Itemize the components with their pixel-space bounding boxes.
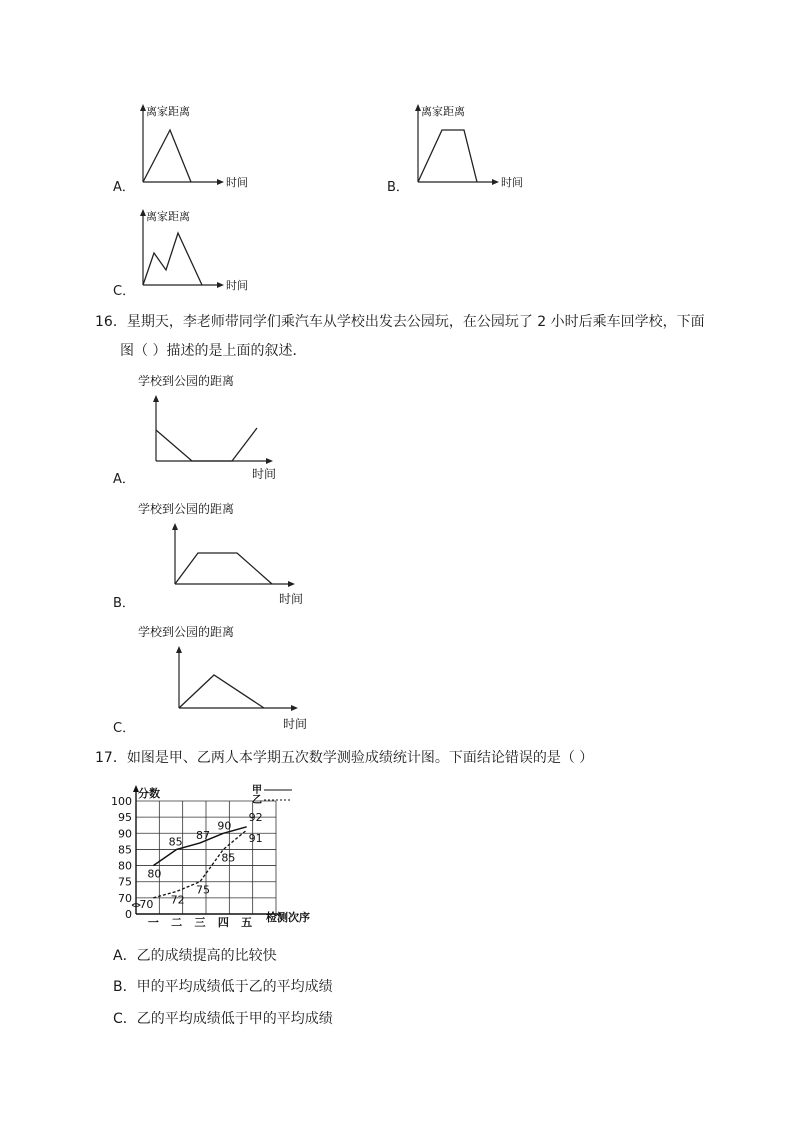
y-axis-label: 离家距离: [421, 105, 465, 118]
y-axis-arrow: [153, 395, 159, 402]
distance-line: [179, 675, 264, 708]
legend-name: 甲: [252, 785, 262, 796]
data-label: 90: [217, 819, 232, 833]
x-tick-labels: [148, 916, 252, 929]
x-tick-label: 五: [241, 916, 253, 929]
legend-name: 乙: [252, 795, 262, 806]
y-axis-label: 离家距离: [146, 105, 190, 118]
x-axis-arrow: [217, 179, 224, 185]
y-axis-arrow: [172, 523, 178, 530]
distance-line: [418, 130, 477, 182]
score-line-chart: [108, 783, 330, 931]
data-label: 70: [139, 897, 154, 911]
x-axis-arrow: [266, 458, 273, 464]
data-label: 92: [248, 810, 263, 824]
x-tick-label: 二: [171, 916, 183, 929]
q16-option-c-label: C．: [113, 721, 136, 736]
q16-stem-line1: 16．星期天，李老师带同学们乘汽车从学校出发去公园玩，在公园玩了 2 小时后乘车回学校，下面: [95, 314, 705, 330]
x-axis-title: 检测次序: [266, 911, 310, 924]
q16-stem-line2: 图（ ）描述的是上面的叙述．: [120, 343, 307, 359]
q17-stem: 17．如图是甲、乙两人本学期五次数学测验成绩统计图。下面结论错误的是（ ）: [95, 750, 594, 766]
q15-option-c-label: C．: [113, 284, 136, 299]
y-axis-label: 学校到公园的距离: [138, 374, 235, 388]
q16-option-b-label: B．: [113, 596, 135, 611]
q16-graph-c: [130, 621, 320, 733]
y-tick-label: 80: [118, 859, 132, 873]
x-axis-arrow: [288, 581, 295, 587]
x-axis-arrow: [217, 282, 224, 288]
y-tick-label: 100: [111, 795, 132, 808]
y-tick-label: 75: [118, 875, 132, 889]
x-axis-label: 时间: [501, 176, 523, 189]
q15-graph-b: [405, 100, 535, 195]
x-tick-label: 三: [194, 916, 206, 929]
x-axis-label: 时间: [226, 176, 248, 189]
x-tick-label: 一: [147, 916, 159, 929]
distance-line: [175, 553, 272, 584]
data-labels: [139, 811, 262, 911]
y-axis-label: 离家距离: [146, 210, 190, 223]
y-axis-arrow: [176, 646, 182, 653]
data-label: 91: [248, 832, 263, 846]
q17-option-b: B．甲的平均成绩低于乙的平均成绩: [113, 979, 333, 995]
data-label: 80: [147, 867, 162, 881]
data-label: 72: [170, 893, 185, 907]
distance-line: [143, 130, 191, 182]
x-axis-arrow: [492, 179, 499, 185]
y-axis-title: 分数: [138, 787, 160, 800]
q15-graph-c: [130, 205, 260, 297]
distance-line: [143, 233, 202, 285]
x-axis-label: 时间: [279, 592, 304, 606]
q15-graph-a: [130, 100, 260, 195]
y-tick-label: 85: [118, 843, 132, 857]
y-tick-label: 90: [118, 827, 132, 841]
data-label: 87: [196, 828, 210, 842]
y-axis-label: 学校到公园的距离: [138, 502, 235, 516]
data-label: 85: [168, 835, 183, 849]
q16-graph-a: [130, 370, 300, 480]
q15-option-b-label: B．: [387, 180, 409, 195]
x-tick-label: 四: [217, 916, 229, 929]
y-tick-label: 0: [125, 908, 132, 921]
data-label: 85: [221, 851, 236, 865]
x-axis-label: 时间: [226, 279, 248, 292]
y-tick-label: 70: [118, 891, 132, 905]
chart-legend: [252, 784, 292, 806]
x-axis-label: 时间: [252, 467, 277, 480]
q17-option-c: C．乙的平均成绩低于甲的平均成绩: [113, 1011, 333, 1027]
x-axis-arrow: [291, 705, 298, 711]
data-label: 75: [196, 883, 210, 897]
q15-option-a-label: A．: [113, 180, 135, 195]
q16-graph-b: [130, 498, 320, 608]
q16-option-a-label: A．: [113, 472, 135, 487]
q17-option-a: A．乙的成绩提高的比较快: [113, 948, 277, 964]
y-tick-labels: [111, 795, 132, 921]
x-axis-label: 时间: [283, 717, 308, 731]
distance-line: [156, 428, 257, 461]
y-tick-label: 95: [118, 811, 132, 825]
y-axis-label: 学校到公园的距离: [138, 625, 235, 639]
